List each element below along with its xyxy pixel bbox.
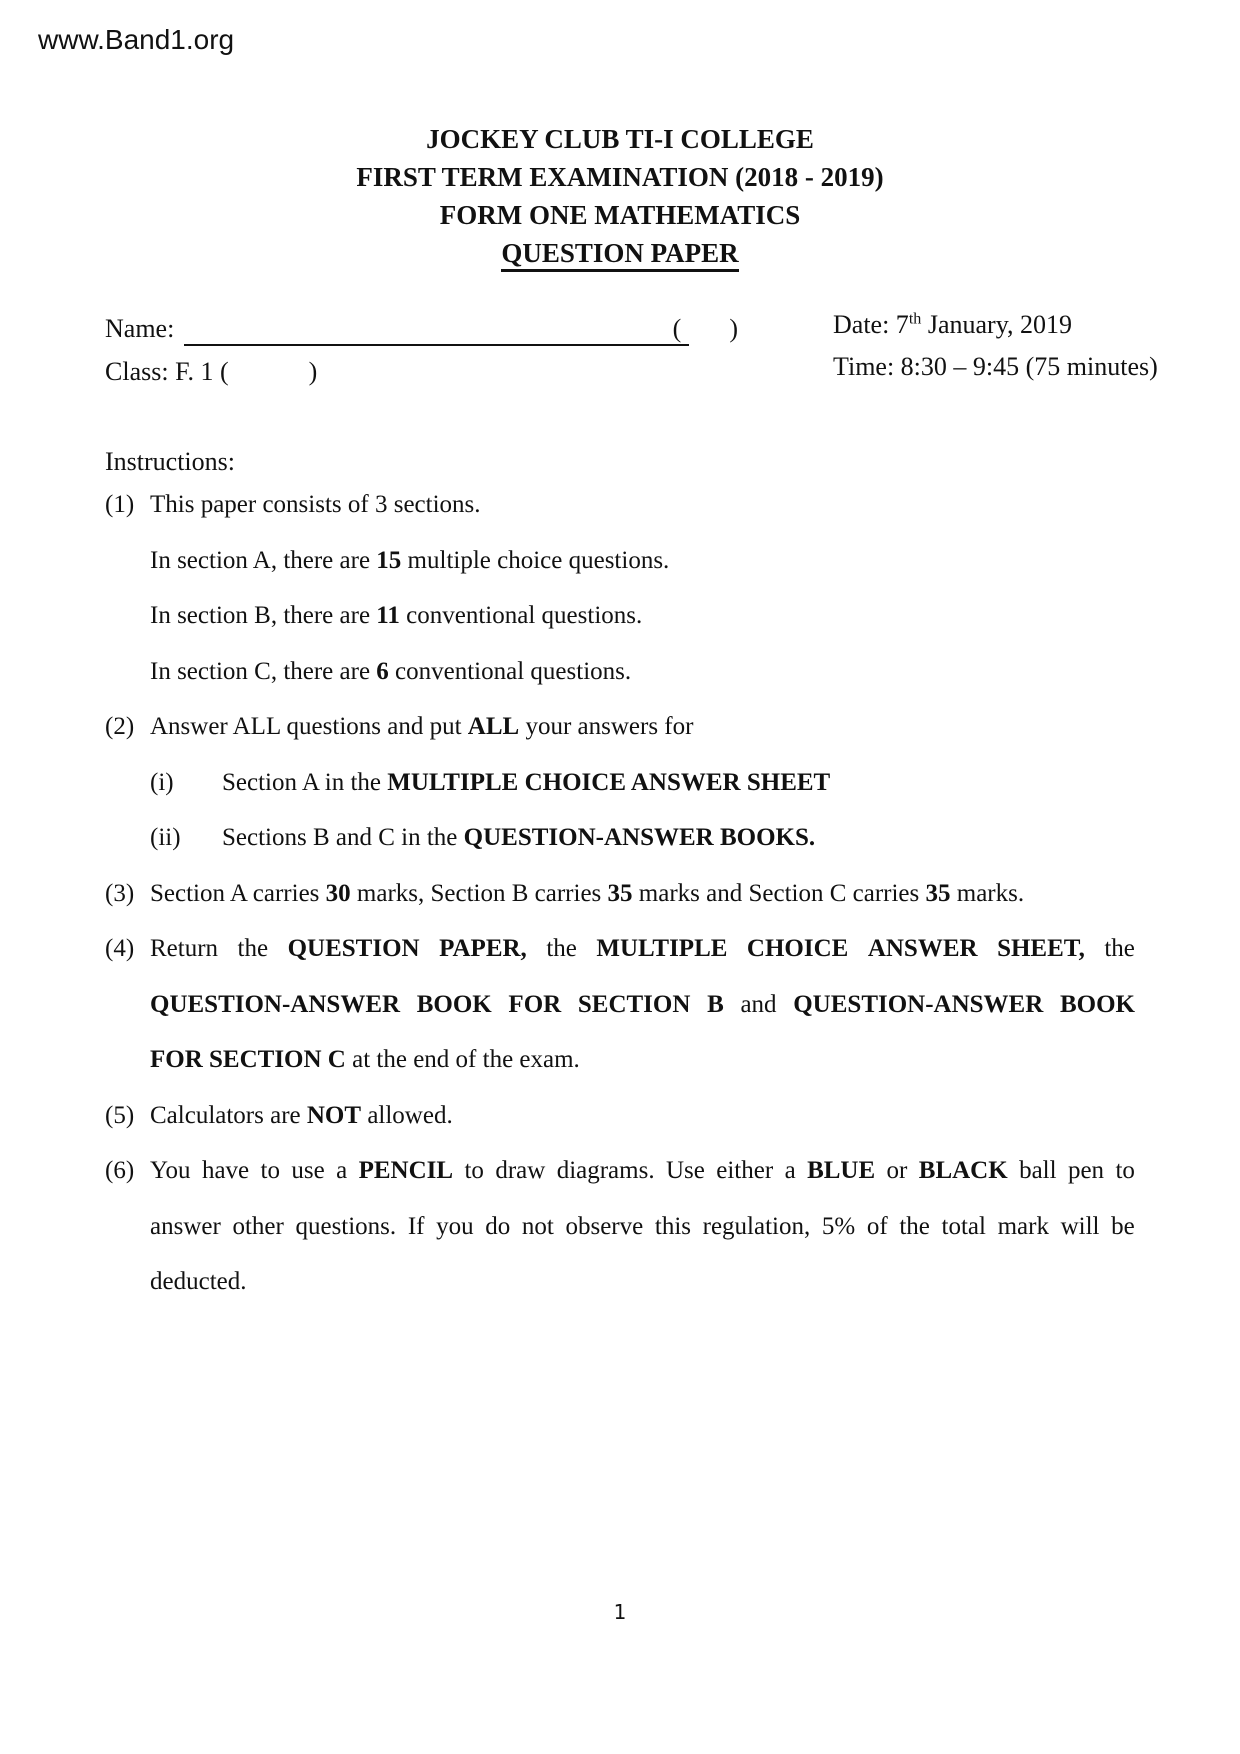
class-paren-close: ) [308,357,318,386]
instruction-row [105,1046,1135,1080]
instruction-text [150,658,1135,686]
text-segment: multiple choice questions. [401,547,670,574]
instruction-text [150,991,1135,1019]
name-label: Name: [105,314,175,343]
text-segment: 35 [607,880,633,907]
text-segment: mark [997,1213,1049,1240]
name-paren-open: ( [672,314,682,343]
text-segment: do [485,1213,511,1240]
text-segment: QUESTION-ANSWER BOOKS. [463,824,816,851]
school-name: JOCKEY CLUB TI-I COLLEGE [426,124,814,154]
text-segment: either [716,1157,774,1184]
instruction-row [105,824,1135,858]
instruction-row [105,547,1135,581]
text-segment: have [201,1157,250,1184]
text-segment: to [1115,1157,1135,1184]
instruction-number: (6) [105,1157,135,1184]
text-segment: be [1111,1213,1135,1240]
text-segment: PAPER, [439,935,527,962]
text-segment: a [336,1157,348,1184]
text-segment: 5% [821,1213,856,1240]
instruction-text [150,602,1135,630]
text-segment: and [740,991,777,1018]
instruction-row [105,1213,1135,1247]
text-segment: to [464,1157,484,1184]
instruction-row [105,491,1135,525]
name-blank-line [184,314,689,346]
text-segment: Return [150,935,219,962]
time-row: Time: 8:30 – 9:45 (75 minutes) [833,352,1158,381]
text-segment: of [866,1213,888,1240]
name-paren-close: ) [729,314,738,343]
text-segment: 30 [325,880,351,907]
instruction-text [150,713,1135,741]
instruction-text [150,1102,1135,1130]
instruction-text [222,769,1135,797]
instruction-row [105,713,1135,747]
text-segment: this [654,1213,691,1240]
text-segment: to [260,1157,280,1184]
text-segment: conventional questions. [388,658,632,685]
text-segment: not [521,1213,554,1240]
watermark-site-url: www.Band1.org [38,24,235,55]
instruction-text [222,824,1135,852]
instruction-text [150,1157,1135,1185]
text-segment: PENCIL [358,1157,454,1184]
text-segment: SECTION [577,991,691,1018]
instruction-text [150,1046,1135,1074]
text-segment: you [436,1213,474,1240]
text-segment: the [546,935,577,962]
text-segment: January, 2019 [921,310,1073,339]
text-segment: Calculators are [150,1102,307,1129]
text-segment: You [150,1157,191,1184]
instruction-row [105,991,1135,1025]
text-segment: 6 [376,658,389,685]
instruction-number: (2) [105,713,135,740]
text-segment: the [1104,935,1135,962]
instruction-row [105,880,1135,914]
text-segment: NOT [306,1102,362,1129]
instructions-list [105,491,1135,1351]
text-segment: Section A in the [222,769,388,796]
text-segment: regulation, [702,1213,811,1240]
text-segment: deducted. [150,1268,247,1295]
text-segment: allowed. [361,1102,453,1129]
text-segment: 15 [376,547,402,574]
instruction-row [105,1102,1135,1136]
text-segment: In section A, there are [150,547,377,574]
text-segment: Use [665,1157,705,1184]
text-segment: at the end of the exam. [345,1046,580,1073]
text-segment: ALL [467,713,520,740]
text-segment: BOOK [416,991,492,1018]
text-segment: other [232,1213,284,1240]
text-segment: BOOK [1059,991,1135,1018]
text-segment: total [941,1213,986,1240]
instruction-number: (ii) [150,824,181,851]
text-segment: QUESTION [287,935,420,962]
text-segment: marks. [950,880,1025,907]
paper-title [0,234,1240,272]
text-segment: draw [495,1157,546,1184]
text-segment: observe [565,1213,644,1240]
text-segment: the [237,935,269,962]
text-segment: or [886,1157,908,1184]
text-segment: BLACK [918,1157,1008,1184]
text-segment: answer [150,1213,221,1240]
paper-title-text: QUESTION PAPER [501,238,738,272]
text-segment: pen [1067,1157,1105,1184]
text-segment: This paper consists of 3 sections. [150,491,481,518]
text-segment: questions. [295,1213,397,1240]
text-segment: 35 [925,880,951,907]
title-block [0,120,1240,272]
text-segment: MULTIPLE CHOICE ANSWER SHEET [387,769,831,796]
text-segment: Answer ALL questions and put [150,713,468,740]
class-label: Class: F. 1 ( [105,357,229,386]
text-segment: th [908,310,922,328]
date-row [833,310,1072,340]
text-segment: Sections B and C in the [222,824,464,851]
text-segment: In section B, there are [150,602,377,629]
text-segment: ANSWER [867,935,978,962]
text-segment: FOR SECTION C [150,1046,346,1073]
text-segment: marks and Section C carries [632,880,926,907]
instruction-text [150,880,1135,908]
instruction-number: (4) [105,935,135,962]
text-segment: FOR [508,991,562,1018]
text-segment: Section A carries [150,880,326,907]
text-segment: MULTIPLE [596,935,728,962]
text-segment: conventional questions. [399,602,643,629]
instruction-text [150,1213,1135,1241]
instruction-text [150,1268,1135,1296]
instruction-row [105,602,1135,636]
text-segment: B [707,991,724,1018]
text-segment: your answers for [519,713,694,740]
instruction-row [105,769,1135,803]
instruction-text [150,547,1135,575]
text-segment: ball [1019,1157,1057,1184]
text-segment: QUESTION-ANSWER [150,991,401,1018]
instruction-text [150,935,1135,963]
instruction-row [105,1268,1135,1302]
text-segment: use [291,1157,325,1184]
page-number: 1 [613,1600,627,1624]
instruction-number: (3) [105,880,135,907]
instructions-heading: Instructions: [105,447,235,476]
text-segment: QUESTION-ANSWER [793,991,1044,1018]
instruction-text [150,491,1135,519]
text-segment: 11 [376,602,400,629]
text-segment: a [784,1157,796,1184]
class-row [105,357,317,387]
instruction-number: (i) [150,769,174,796]
exam-title: FIRST TERM EXAMINATION (2018 - 2019) [356,162,884,192]
text-segment: the [899,1213,930,1240]
text-segment: will [1060,1213,1100,1240]
text-segment: In section C, there are [150,658,377,685]
instruction-row [105,658,1135,692]
text-segment: If [407,1213,425,1240]
name-row [105,314,738,346]
text-segment: Date: 7 [833,310,909,339]
text-segment: marks, Section B carries [350,880,608,907]
text-segment: diagrams. [556,1157,655,1184]
instruction-row [105,935,1135,969]
instruction-number: (1) [105,491,135,518]
text-segment: CHOICE [746,935,849,962]
instruction-number: (5) [105,1102,135,1129]
text-segment: BLUE [807,1157,876,1184]
subject-title: FORM ONE MATHEMATICS [439,200,801,230]
text-segment: SHEET, [997,935,1085,962]
instruction-row [105,1157,1135,1191]
